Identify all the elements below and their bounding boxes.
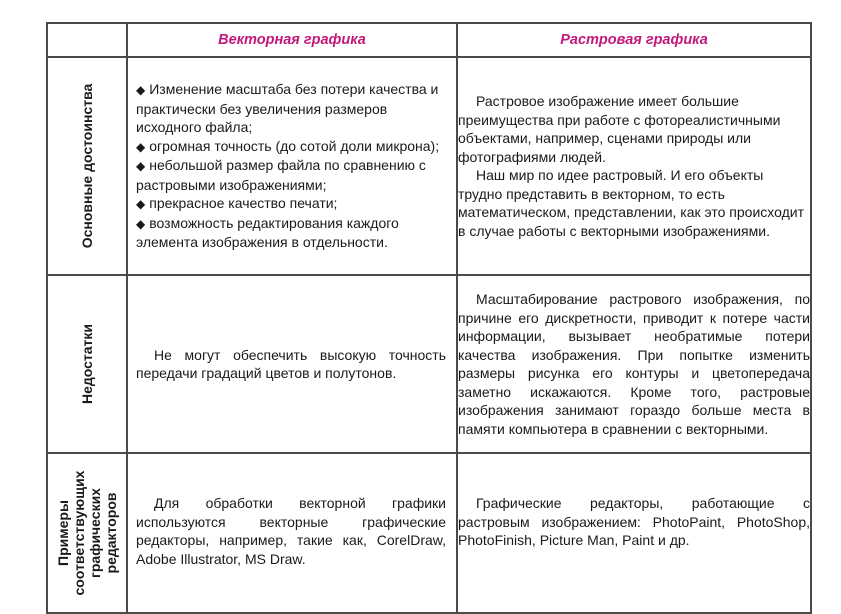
list-item: ◆ огромная точность (до сотой доли микрона); [136,137,446,157]
list-item: ◆ небольшой размер файла по сравнению с растровыми изображениями; [136,156,446,194]
row-label-cell [47,57,127,275]
raster-editors-text: Графические редакторы, работающие с растровым изображением: PhotoPaint, PhotoShop, PhotoFinish, Picture Man, Paint и др. [458,495,810,548]
row-label-line: Примеры [55,500,71,566]
row-label-advantages: Основные достоинства [79,83,95,249]
raster-editors-cell [457,453,811,613]
table-row [47,275,811,453]
raster-advantages-p1: Растровое изображение имеет большие преимущества при работе с фотореалистичными объектами, например, сценами природы или фотографиями людей. [458,93,781,165]
table-header-row [47,23,811,57]
vector-advantages-cell [127,57,457,275]
vector-disadvantages-text: Не могут обеспечить высокую точность передачи градаций цветов и полутонов. [136,346,446,381]
list-item: ◆ возможность редактирования каждого элемента изображения в отдельности. [136,214,446,252]
row-label-cell [47,453,127,613]
table-row [47,57,811,275]
vector-editors-cell [127,453,457,613]
row-label-disadvantages: Недостатки [79,323,95,405]
row-label-line: соответствующих [71,470,87,596]
header-vector: Векторная графика [127,23,457,57]
header-raster: Растровая графика [457,23,811,57]
raster-advantages-p2: Наш мир по идее растровый. И его объекты трудно представить в векторном, то есть математическом, представлении, как это происходит в случае работы с векторными изображениями. [458,167,805,239]
raster-disadvantages-cell [457,275,811,453]
vector-editors-text: Для обработки векторной графики используются векторные графические редакторы, например, такие как, CorelDraw, Adobe Illustrator, MS Draw. [136,495,446,567]
header-corner-cell [47,23,127,57]
raster-disadvantages-text: Масштабирование растрового изображения, по причине его дискретности, приводит к потере части информации, вызывает необратимые потери качества изображения. При попытке изменить размеры рисунка его контуры и цветопередача заметно искажаются. Кроме того, растровые изображения занимают гораздо больше места в памяти компьютера в сравнении с векторными. [458,291,810,437]
list-item: ◆ прекрасное качество печати; [136,194,446,214]
vector-disadvantages-cell [127,275,457,453]
list-item: ◆ Изменение масштаба без потери качества и практически без увеличения размеров исходного файла; [136,80,446,137]
row-label-editors [55,471,119,596]
comparison-table [46,22,812,614]
raster-advantages-cell [457,57,811,275]
row-label-line: графических [87,488,103,578]
table-row [47,453,811,613]
row-label-cell [47,275,127,453]
row-label-line: редакторов [103,492,119,574]
